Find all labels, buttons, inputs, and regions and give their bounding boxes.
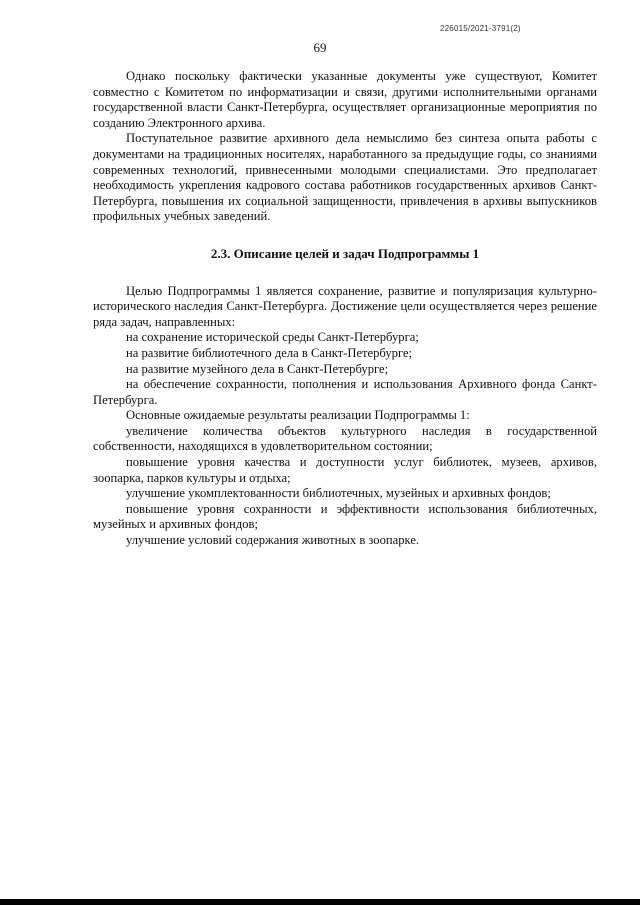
paragraph-goal: Целью Подпрограммы 1 является сохранение, развитие и популяризация культурно-исторического наследия Санкт-Петербурга. Достижение цели осуществляется через решение ряда задач, направленных: xyxy=(93,283,597,329)
paragraph-archive-development: Поступательное развитие архивного дела немыслимо без синтеза опыта работы с документами на традиционных носителях, наработанного за предыдущие годы, со знаниями современных технологий, привнесенными молодыми специалистами. Это предполагает необходимость укрепления кадрового состава работников государственных архивов Санкт-Петербурга, повышения их социальной защищенности, привлечения в архивы выпускников профильных учебных заведений. xyxy=(93,131,597,224)
result-item: улучшение условий содержания животных в зоопарке. xyxy=(126,533,420,548)
task-item: на сохранение исторической среды Санкт-Петербурга; xyxy=(126,330,419,345)
paragraph-electronic-archive: Однако поскольку фактически указанные документы уже существуют, Комитет совместно с Комитетом по информатизации и связи, другими исполнительными органами государственной власти Санкт-Петербурга, осуществляет организационные мероприятия по созданию Электронного архива. xyxy=(93,69,597,130)
page-number: 69 xyxy=(313,40,327,55)
task-item: на обеспечение сохранности, пополнения и использования Архивного фонда Санкт-Петербурга. xyxy=(93,377,597,407)
document-id: 226015/2021-3791(2) xyxy=(440,24,521,33)
result-item: увеличение количества объектов культурного наследия в государственной собственности, находящихся в удовлетворительном состоянии; xyxy=(93,423,597,454)
result-item: повышение уровня качества и доступности услуг библиотек, музеев, архивов, зоопарка, парков культуры и отдыха; xyxy=(93,455,597,485)
result-item: повышение уровня сохранности и эффективности использования библиотечных, музейных и архивных фондов; xyxy=(93,501,597,532)
document-body xyxy=(93,69,597,549)
scan-bottom-edge xyxy=(0,899,640,905)
task-item: на развитие музейного дела в Санкт-Петербурге; xyxy=(126,361,389,376)
paragraph-results-intro: Основные ожидаемые результаты реализации Подпрограммы 1: xyxy=(126,408,470,423)
result-item: улучшение укомплектованности библиотечных, музейных и архивных фондов; xyxy=(126,486,551,501)
section-heading: 2.3. Описание целей и задач Подпрограммы 1 xyxy=(210,245,480,261)
task-item: на развитие библиотечного дела в Санкт-Петербурге; xyxy=(126,345,413,360)
